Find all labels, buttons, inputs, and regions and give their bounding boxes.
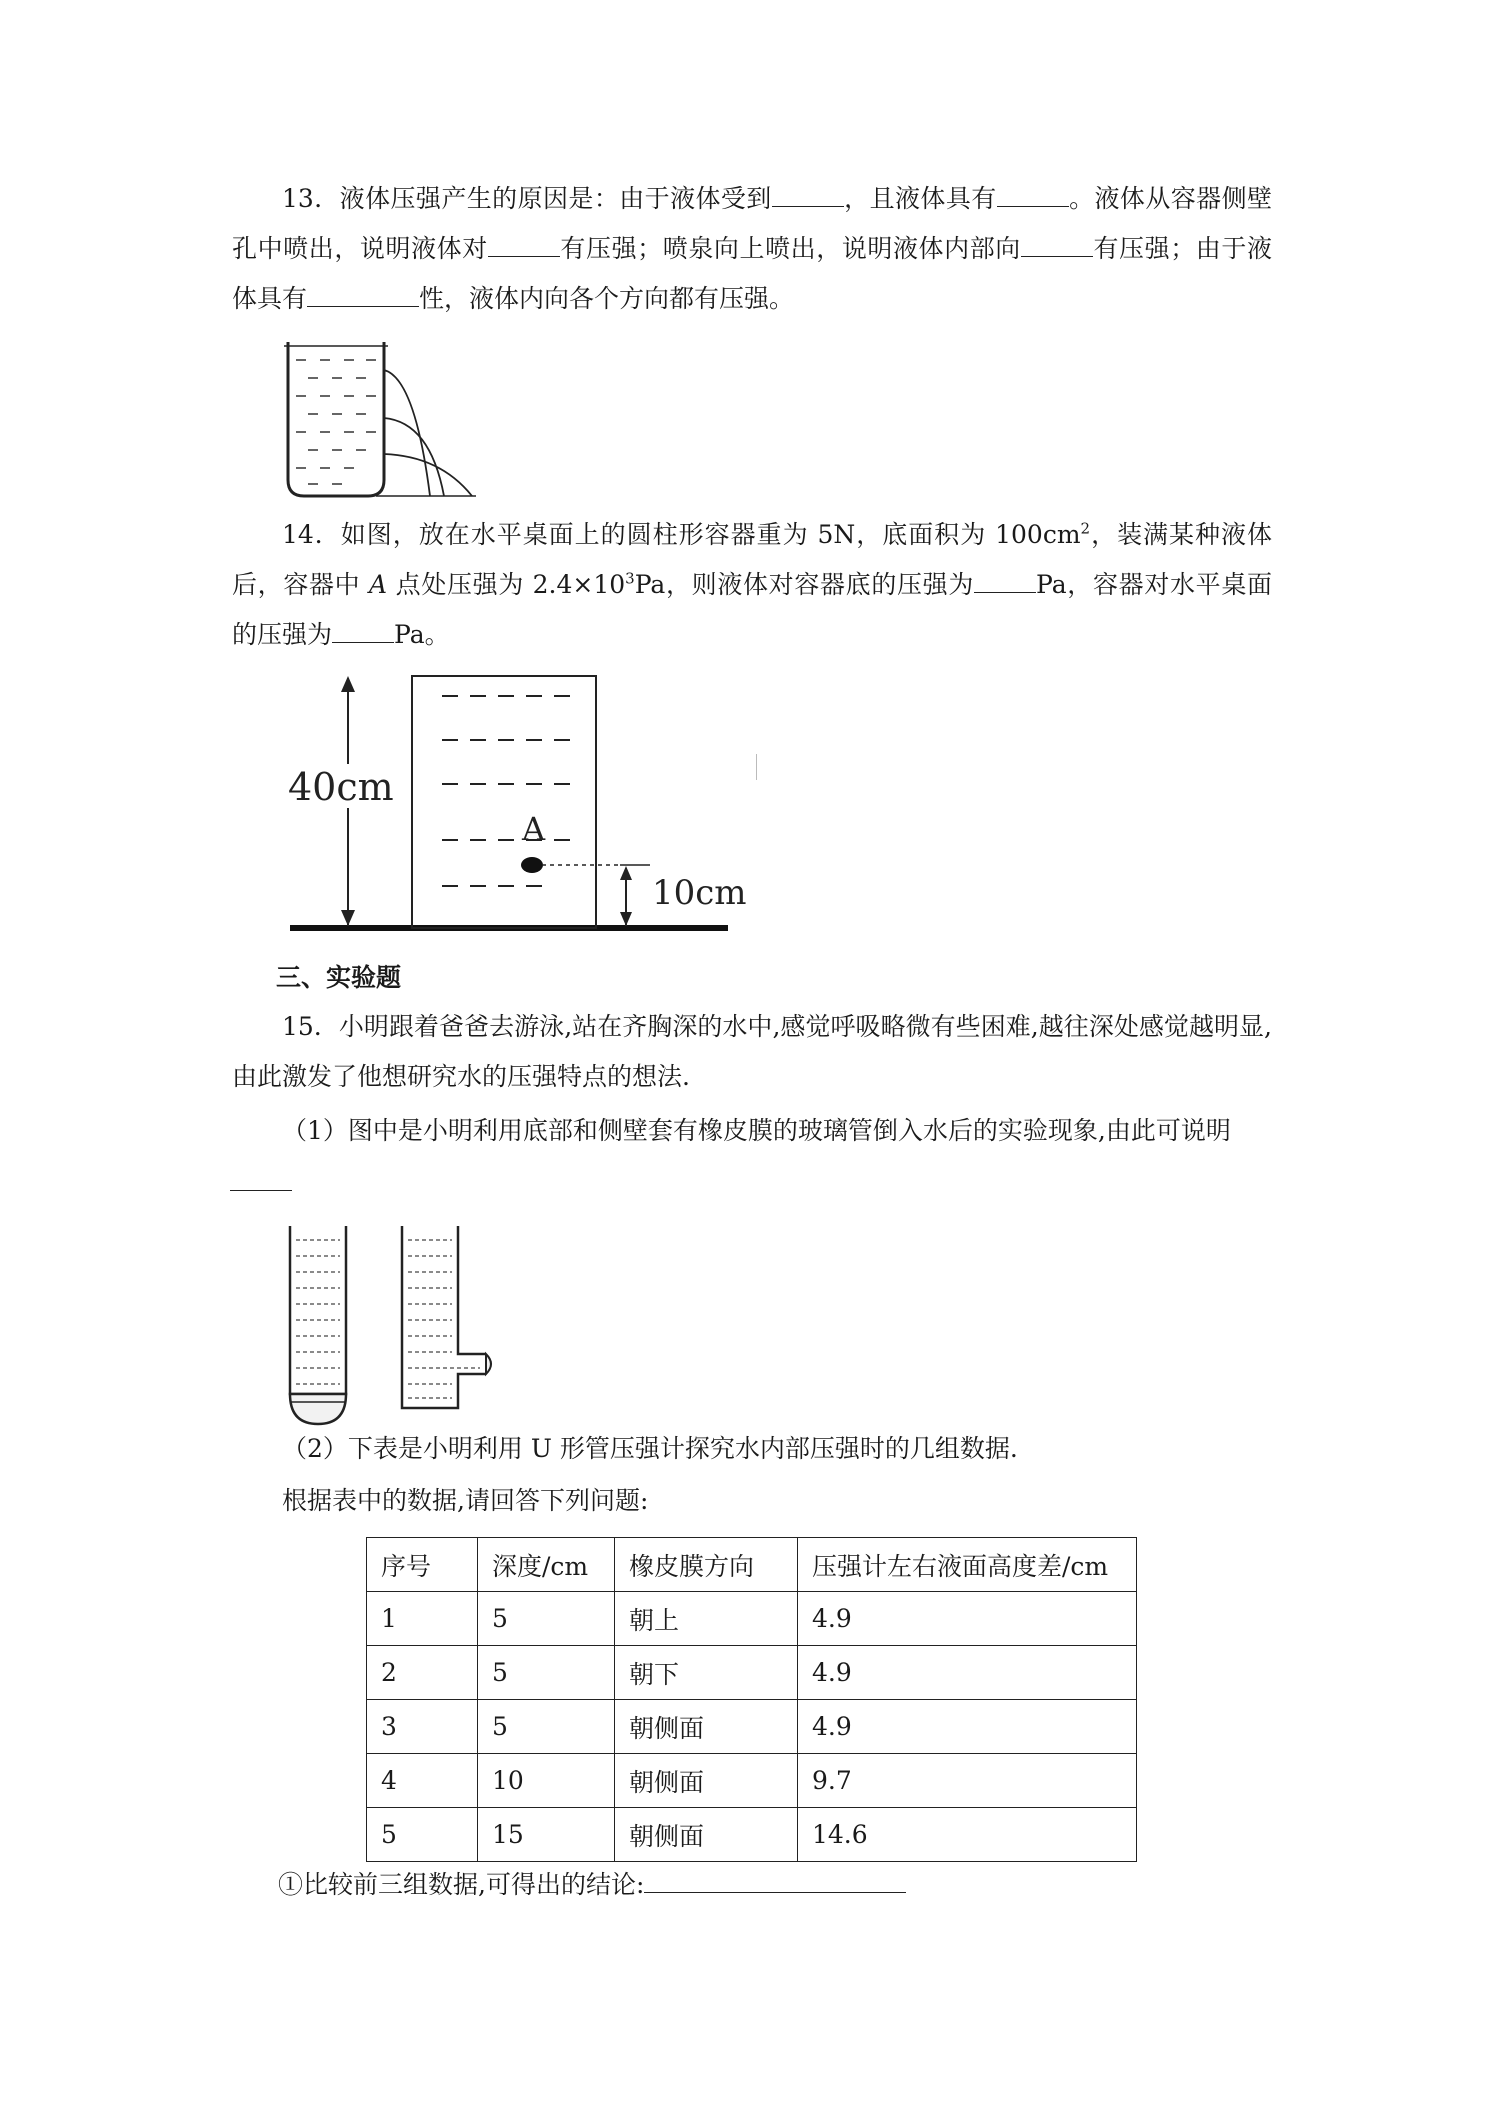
pressure-data-table	[366, 1537, 1137, 1862]
table-row	[367, 1754, 1137, 1808]
question-15-part-1: （1）图中是小明利用底部和侧壁套有橡皮膜的玻璃管倒入水后的实验现象,由此可说明	[282, 1116, 1231, 1145]
answer-blank[interactable]	[488, 226, 560, 257]
table-cell: 3	[367, 1700, 478, 1754]
section-title: 三、实验题	[276, 963, 402, 992]
table-cell: 朝侧面	[615, 1808, 798, 1862]
table-row	[367, 1700, 1137, 1754]
answer-blank[interactable]	[332, 612, 394, 643]
water-jet-figure	[280, 336, 490, 500]
scan-mark	[756, 754, 757, 780]
column-header: 序号	[367, 1538, 478, 1592]
table-cell: 5	[478, 1700, 615, 1754]
table-header-row	[367, 1538, 1137, 1592]
table-cell: 朝上	[615, 1592, 798, 1646]
answer-blank[interactable]	[974, 562, 1036, 593]
height-label: 40cm	[288, 765, 394, 809]
table-cell: 1	[367, 1592, 478, 1646]
table-cell: 5	[478, 1646, 615, 1700]
column-header: 压强计左右液面高度差/cm	[798, 1538, 1137, 1592]
answer-blank[interactable]	[772, 176, 844, 207]
table-cell: 4.9	[798, 1592, 1137, 1646]
container-pressure-figure	[280, 668, 760, 936]
column-header: 橡皮膜方向	[615, 1538, 798, 1592]
answer-blank[interactable]	[997, 176, 1069, 207]
table-row	[367, 1592, 1137, 1646]
question-15-part-2: （2）下表是小明利用 U 形管压强计探究水内部压强时的几组数据.	[282, 1434, 1018, 1463]
table-cell: 4.9	[798, 1700, 1137, 1754]
table-cell: 9.7	[798, 1754, 1137, 1808]
question-15-sub-1: ①比较前三组数据,可得出的结论:	[278, 1860, 1178, 1910]
answer-blank[interactable]	[644, 1862, 906, 1893]
question-15-intro: 15．小明跟着爸爸去游泳,站在齐胸深的水中,感觉呼吸略微有些困难,越往深处感觉越明显,由此激发了他想研究水的压强特点的想法.	[232, 1012, 1273, 1091]
table-cell: 5	[367, 1808, 478, 1862]
table-cell: 朝侧面	[615, 1754, 798, 1808]
table-row	[367, 1646, 1137, 1700]
glass-tubes-figure	[280, 1218, 510, 1428]
question-number: 15．	[282, 1012, 339, 1041]
answer-blank[interactable]	[230, 1190, 292, 1191]
point-a-dot	[521, 857, 543, 873]
answer-blank[interactable]	[307, 276, 419, 307]
table-cell: 4	[367, 1754, 478, 1808]
table-cell: 14.6	[798, 1808, 1137, 1862]
table-cell: 15	[478, 1808, 615, 1862]
question-14: 14．如图，放在水平桌面上的圆柱形容器重为 5N，底面积为 $100cm^2$，装满某种液体后，容器中 A 点处压强为 $2.4\times 10^3Pa$，则液体对容器底的压强为 Pa，容器对水平桌面的压强为 Pa。	[232, 519, 1272, 649]
table-cell: 4.9	[798, 1646, 1137, 1700]
question-number: 13．	[282, 184, 340, 213]
column-header: 深度/cm	[478, 1538, 615, 1592]
table-cell: 朝侧面	[615, 1700, 798, 1754]
question-15-instruction: 根据表中的数据,请回答下列问题:	[282, 1486, 649, 1515]
point-label: A	[522, 810, 546, 848]
depth-label: 10cm	[652, 873, 747, 913]
question-13: 13．液体压强产生的原因是：由于液体受到 ，且液体具有 。液体从容器侧壁孔中喷出，说明液体对 有压强；喷泉向上喷出，说明液体内部向 有压强；由于液体具有 性，液体内向各个方向都有压强。	[232, 174, 1272, 324]
table-cell: 5	[478, 1592, 615, 1646]
table-cell: 朝下	[615, 1646, 798, 1700]
answer-blank[interactable]	[1021, 226, 1093, 257]
table-row	[367, 1808, 1137, 1862]
table-cell: 2	[367, 1646, 478, 1700]
question-number: 14．	[282, 520, 341, 549]
table-cell: 10	[478, 1754, 615, 1808]
